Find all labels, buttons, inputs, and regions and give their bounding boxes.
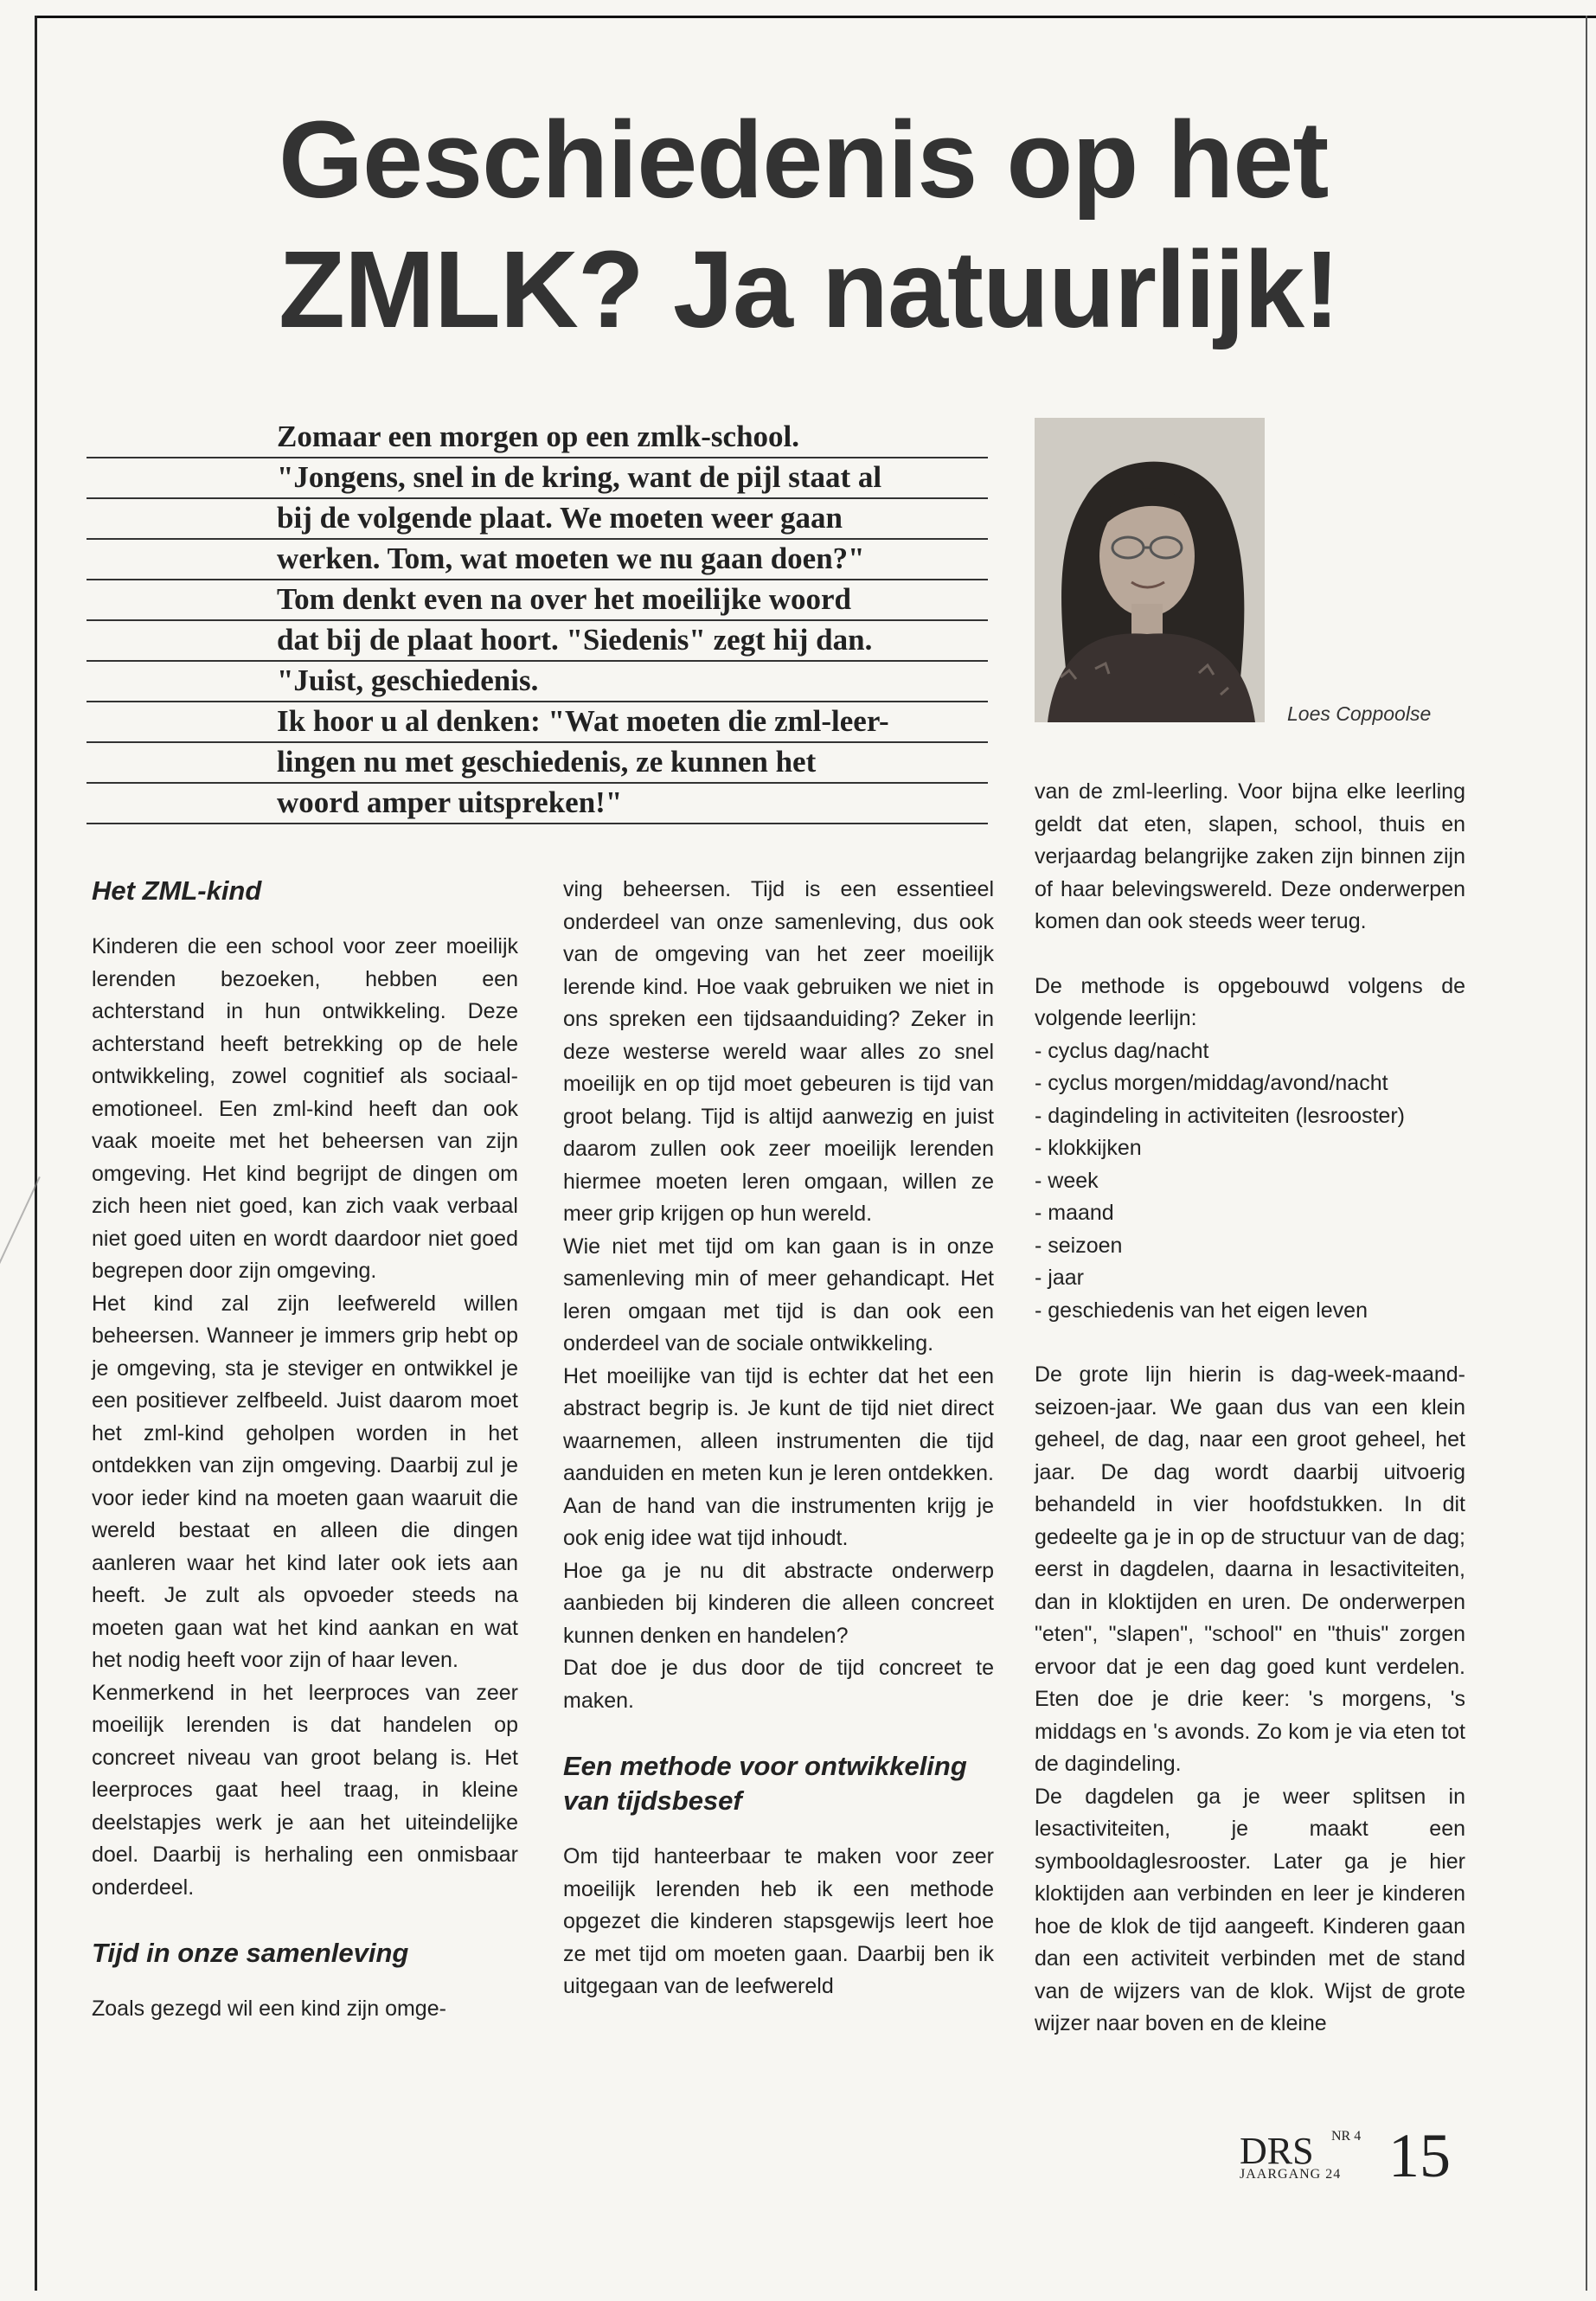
intro-line: "Jongens, snel in de kring, want de pijl staat al [87,458,988,499]
paragraph: Kinderen die een school voor zeer moeilijk lerenden bezoeken, hebben een achterstand in hun ontwikkeling. Deze achterstand heeft betrekking op de hele ontwikkeling, zowel cognitief als sociaal-emotioneel. Een zml-kind heeft dan ook vaak moeite met het beheersen van zijn omgeving. Het kind begrijpt de dingen om zich heen niet goed, kan zich vaak verbaal niet goed uiten en wordt daardoor niet goed begrepen door zijn omgeving. [92,934,518,1283]
list-item: - geschiedenis van het eigen leven [1035,1298,1368,1323]
intro-line: Ik hoor u al denken: "Wat moeten die zml-leer- [87,702,988,743]
paragraph: Dat doe je dus door de tijd concreet te maken. [563,1656,994,1713]
paragraph: van de zml-leerling. Voor bijna elke leerling geldt dat eten, slapen, school, thuis en verjaardag belangrijke zaken zijn binnen zijn of haar belevingswereld. Deze onderwerpen komen dan ook steeds weer terug. [1035,779,1465,933]
photo-caption: Loes Coppoolse [1287,702,1432,725]
intro-line: Tom denkt even na over het moeilijke woord [87,580,988,621]
paragraph: De grote lijn hierin is dag-week-maand-seizoen-jaar. We gaan dus van een klein geheel, de dag, naar een groot geheel, het jaar. De dag wordt daarbij uitvoerig behandeld in vier hoofdstukken. In dit gedeelte ga je in op de structuur van de dag; eerst in dagdelen, daarna in lesactiviteiten, dan in kloktijden en uren. De onderwerpen "eten", "slapen", "school" en "thuis" zorgen ervoor dat je een dag goed kunt verdelen. Eten doe je drie keer: 's morgens, 's middags en 's avonds. Zo kom je via eten tot de dagindeling. [1035,1362,1465,1776]
page-number: 15 [1388,2121,1451,2190]
paragraph: Kenmerkend in het leerproces van zeer moeilijk lerenden is dat handelen op concreet niveau van groot belang is. Het leerproces gaat heel traag, in kleine deelstapjes werk je aan het uiteindelijke doel. Daarbij is herhaling een onmisbaar onderdeel. [92,1680,518,1900]
list-item: - cyclus dag/nacht [1035,1038,1209,1063]
intro-lead [87,418,988,824]
intro-line: Zomaar een morgen op een zmlk-school. [87,418,988,458]
paragraph: Wie niet met tijd om kan gaan is in onze samenleving min of meer gehandicapt. Het leren omgaan met tijd is dan ook een onderdeel van de sociale ontwikkeling. [563,1234,994,1356]
author-photo [1035,418,1265,722]
paragraph: Zoals gezegd wil een kind zijn omge- [92,1997,446,2021]
intro-line: woord amper uitspreken!" [87,784,988,824]
paragraph: De dagdelen ga je weer splitsen in lesactiviteiten, je maakt een symbooldaglesrooster. Later ga je hier kloktijden aan verbinden en leer je kinderen hoe de klok de tijd aangeeft. Kinderen gaan dan een activiteit verbinden met de stand van de wijzers van de klok. Wijst de grote wijzer naar boven en de kleine [1035,1784,1465,2035]
list-item: - cyclus morgen/middag/avond/nacht [1035,1071,1388,1095]
paragraph: De methode is opgebouwd volgens de volgende leerlijn: [1035,973,1465,1030]
text-column-1 [92,874,518,2026]
paragraph: Om tijd hanteerbaar te maken voor zeer moeilijk lerenden heb ik een methode opgezet die kinderen stapsgewijs leert hoe ze met tijd om moeten gaan. Daarbij ben ik uitgegaan van de leefwereld [563,1844,994,1998]
paragraph: ving beheersen. Tijd is een essentieel onderdeel van onze samenleving, dus ook van de omgeving van het zeer moeilijk lerende kind. Hoe vaak gebruiken we niet in ons spreken een tijdsaanduiding? Zeker in deze westerse wereld waar alles zo snel moeilijk en op tijd moet gebeuren is tijd van groot belang. Tijd is altijd aanwezig en juist daarom zullen ook zeer moeilijk lerenden hiermee moeten leren omgaan, willen ze meer grip krijgen op hun wereld. [563,877,994,1226]
page-footer [1240,2121,1482,2193]
list-item: - klokkijken [1035,1136,1142,1160]
portrait-image [1035,418,1265,722]
section-heading: Het ZML-kind [92,875,262,906]
intro-line: dat bij de plaat hoort. "Siedenis" zegt hij dan. [87,621,988,662]
page-border-top [35,16,1596,18]
learning-line-list [1035,1035,1465,1328]
list-item: - week [1035,1168,1099,1193]
page-border-left [35,16,37,2291]
list-item: - seizoen [1035,1233,1123,1258]
page-border-right [1586,16,1587,2291]
headline-line-1: Geschiedenis op het [279,99,1329,221]
volume-label: JAARGANG 24 [1240,2167,1342,2182]
section-heading: Een methode voor ontwikkeling van tijdsbesef [563,1751,967,1816]
paragraph: Het moeilijke van tijd is echter dat het een abstract begrip is. Je kunt de tijd niet direct waarnemen, alleen instrumenten die tijd aanduiden en meten kun je leren ontdekken. Aan de hand van die instrumenten krijg je ook enig idee wat tijd inhoudt. [563,1363,994,1550]
list-item: - jaar [1035,1266,1084,1290]
article-headline [279,95,1472,355]
intro-line: lingen nu met geschiedenis, ze kunnen het [87,743,988,784]
paragraph: Hoe ga je nu dit abstracte onderwerp aanbieden bij kinderen die alleen concreet kunnen denken en handelen? [563,1558,994,1648]
list-item: - dagindeling in activiteiten (lesrooster) [1035,1103,1405,1128]
intro-line: "Juist, geschiedenis. [87,662,988,702]
text-column-2 [563,874,994,2003]
list-item: - maand [1035,1201,1114,1225]
magazine-name: DRS [1240,2130,1314,2172]
section-heading: Tijd in onze samenleving [92,1938,409,1968]
intro-line: werken. Tom, wat moeten we nu gaan doen?" [87,540,988,580]
intro-line: bij de volgende plaat. We moeten weer gaan [87,499,988,540]
issue-number: NR 4 [1331,2129,1362,2144]
text-column-3 [1035,776,1465,2041]
paragraph: Het kind zal zijn leefwereld willen beheersen. Wanneer je immers grip hebt op je omgeving, sta je steviger en ontwikkel je een positiever zelfbeeld. Juist daarom moet het zml-kind geholpen worden in het ontdekken van zijn omgeving. Daarbij zul je voor ieder kind na moeten gaan waaruit die wereld bestaat en alleen die dingen aanleren waar het kind later ook iets aan heeft. Je zult als opvoeder steeds na moeten gaan wat het kind aankan en wat het nodig heeft voor zijn of haar leven. [92,1291,518,1672]
headline-line-2: ZMLK? Ja natuurlijk! [279,228,1340,350]
